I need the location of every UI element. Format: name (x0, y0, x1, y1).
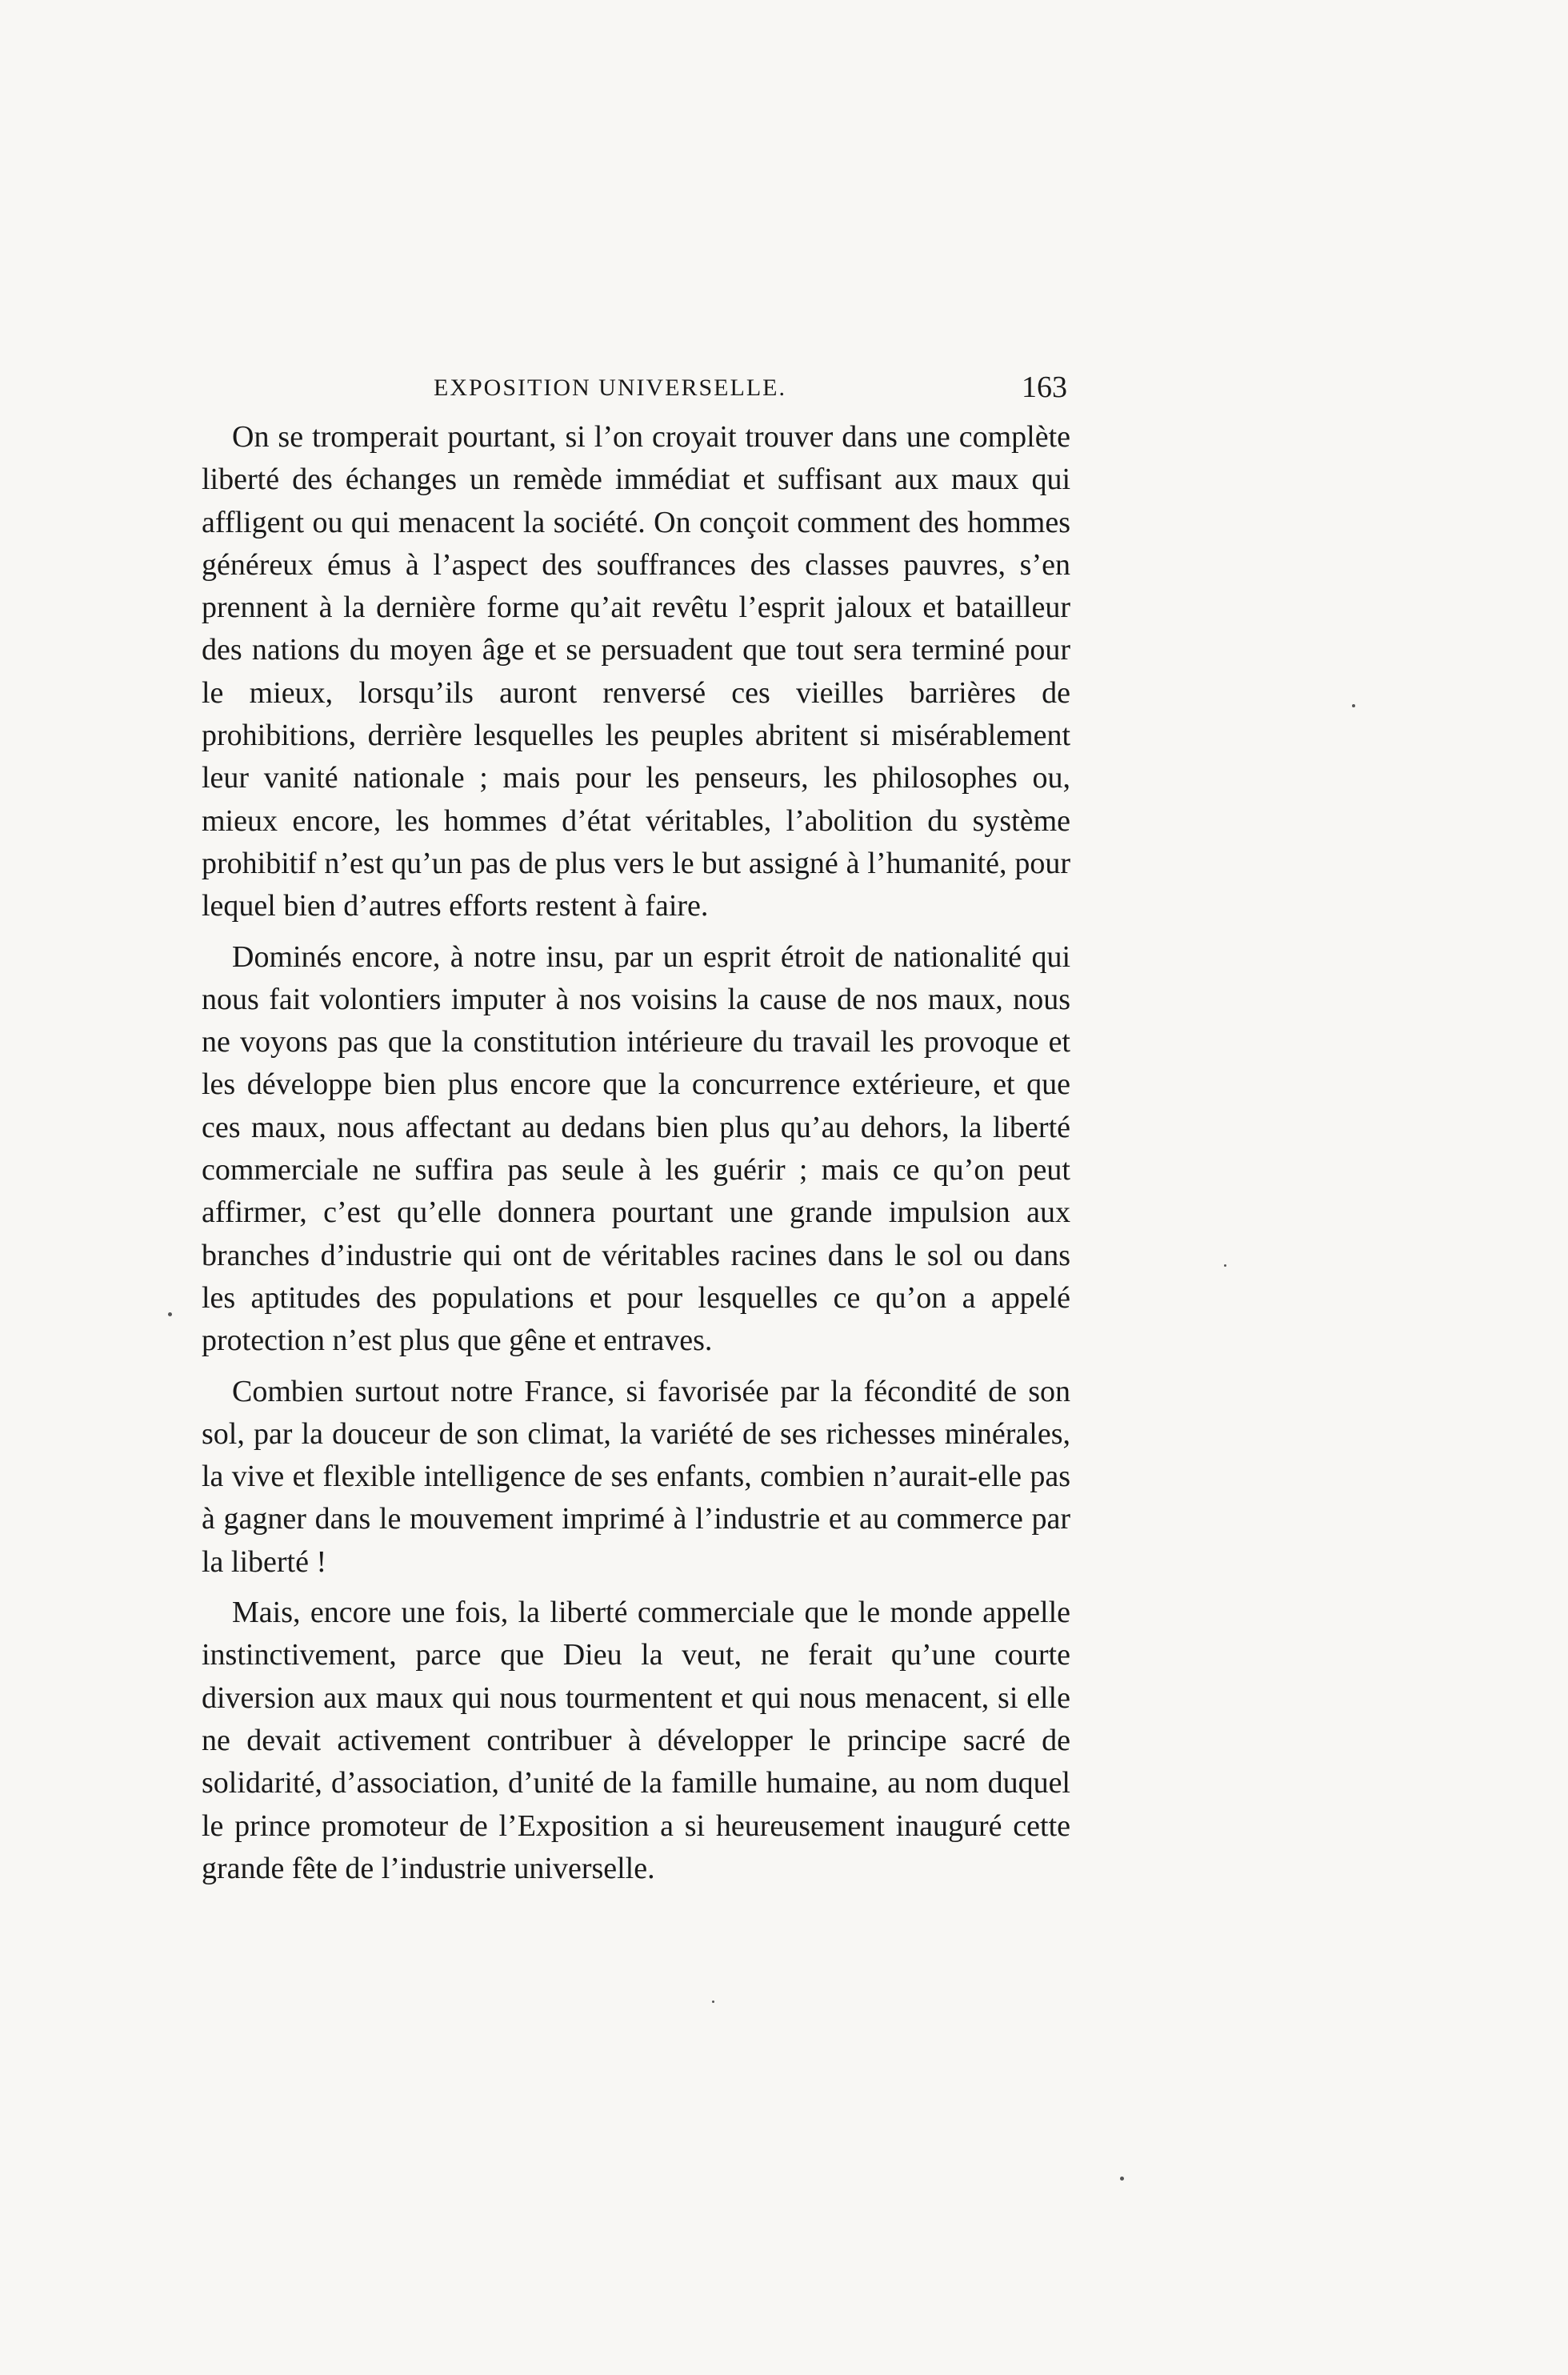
paper-speck (1352, 704, 1355, 707)
body-text (202, 416, 1070, 1898)
paper-speck (1224, 1264, 1226, 1267)
page-number: 163 (1022, 370, 1067, 404)
running-head (202, 370, 1070, 410)
paper-speck (712, 2001, 714, 2003)
paragraph: On se tromperait pourtant, si l’on croyait trouver dans une complète liberté des échanges un remède immédiat et suffisant aux maux qui affligent ou qui menacent la société. On conçoit comment des hommes généreux émus à l’aspect des souffrances des classes pauvres, s’en prennent à la dernière forme qu’ait revêtu l’esprit jaloux et batailleur des nations du moyen âge et se persuadent que tout sera terminé pour le mieux, lorsqu’ils auront renversé ces vieilles barrières de prohibitions, derrière lesquelles les peuples abritent si misérablement leur vanité nationale ; mais pour les penseurs, les philosophes ou, mieux encore, les hommes d’état véritables, l’abolition du système prohibitif n’est qu’un pas de plus vers le but assigné à l’humanité, pour lequel bien d’autres efforts restent à faire. (202, 420, 1070, 923)
paper-speck (1120, 2177, 1124, 2181)
running-title: EXPOSITION UNIVERSELLE. (434, 374, 786, 401)
paragraph: Dominés encore, à notre insu, par un esprit étroit de nationalité qui nous fait volontiers imputer à nos voisins la cause de nos maux, nous ne voyons pas que la constitution intérieure du travail les provoque et les développe bien plus encore que la concurrence extérieure, et que ces maux, nous affectant au dedans bien plus qu’au dehors, la liberté commerciale ne suffira pas seule à les guérir ; mais ce qu’on peut affirmer, c’est qu’elle donnera pourtant une grande impulsion aux branches d’industrie qui ont de véritables racines dans le sol ou dans les aptitudes des populations et pour lesquelles ce qu’on a appelé protection n’est plus que gêne et entraves. (202, 939, 1070, 1358)
paper-speck (168, 1312, 172, 1316)
paragraph: Mais, encore une fois, la liberté commerciale que le monde appelle instinctivement, parce que Dieu la veut, ne ferait qu’une courte diversion aux maux qui nous tourmentent et qui nous menacent, si elle ne devait activement contribuer à développer le principe sacré de solidarité, d’association, d’unité de la famille humaine, au nom duquel le prince promoteur de l’Exposition a si heureusement inauguré cette grande fête de l’industrie universelle. (202, 1596, 1070, 1885)
paragraph: Combien surtout notre France, si favorisée par la fécondité de son sol, par la douceur de son climat, la variété de ses richesses minérales, la vive et flexible intelligence de ses enfants, combien n’aurait-elle pas à gagner dans le mouvement imprimé à l’industrie et au commerce par la liberté ! (202, 1374, 1070, 1579)
